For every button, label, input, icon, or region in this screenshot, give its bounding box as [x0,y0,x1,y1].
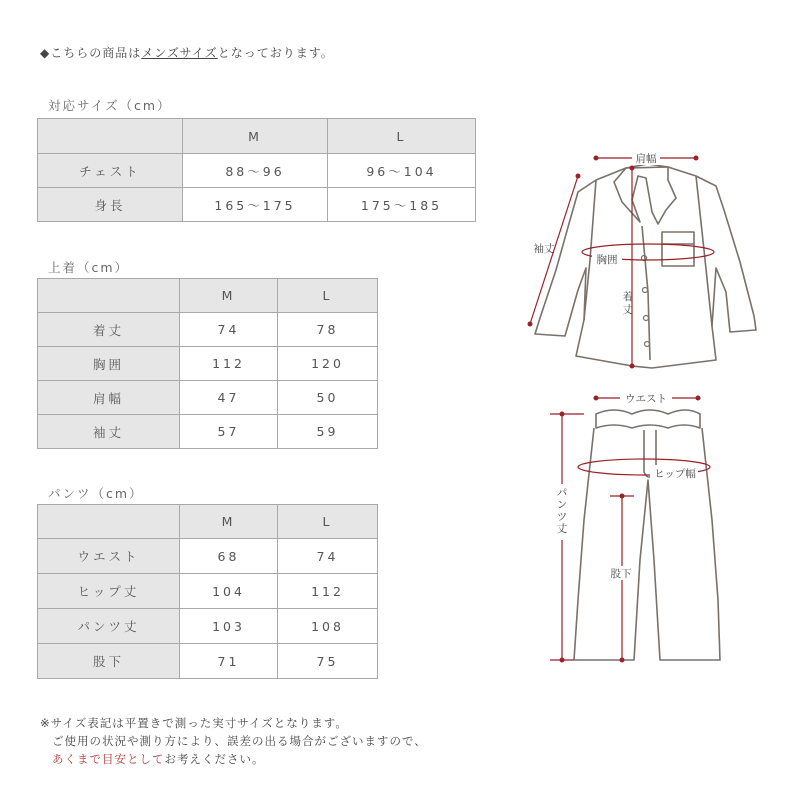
note-line-2: ご使用の状況や測り方により、誤差の出る場合がございますので、 [52,734,427,748]
row-label: パンツ丈 [38,609,180,644]
jacket-outline [535,164,756,368]
cell-m: 165〜175 [183,188,328,222]
header-cell-m: M [180,505,278,539]
pants-waistband [596,410,700,428]
jacket-sleeve-seam-right [696,176,712,326]
cell-m: 88〜96 [183,154,328,188]
cell-l: 96〜104 [328,154,476,188]
hip-label: ヒップ幅 [654,468,696,480]
cell-l: 108 [278,609,378,644]
row-label: 胸囲 [38,347,180,381]
cell-l: 75 [278,644,378,679]
cell-l: 175〜185 [328,188,476,222]
pants-length-label-char: パ [556,487,568,499]
pants-outline [574,410,720,660]
header-cell-l: L [328,119,476,154]
cell-l: 50 [278,381,378,415]
cell-m: 103 [180,609,278,644]
top-table-title: 上着（cm） [48,260,130,275]
cell-l: 78 [278,313,378,347]
pants-length-label-char: ン [556,499,568,511]
intro-suffix: となっております。 [217,46,334,60]
intro-prefix: ◆こちらの商品は [40,46,142,60]
length-label-char: 着 [622,291,634,303]
pants-table-title: パンツ（cm） [48,486,144,501]
chest-label: 胸囲 [596,254,618,266]
row-label: 肩幅 [38,381,180,415]
cell-m: 74 [180,313,278,347]
cell-l: 59 [278,415,378,449]
note-line-3-rest: お考えください。 [164,752,265,766]
button-icon [644,316,649,321]
pants-length-label-char: 丈 [556,523,568,535]
jacket-pocket [662,232,694,266]
length-label-char: 丈 [622,304,634,316]
row-label: 着丈 [38,313,180,347]
row-label: ヒップ丈 [38,574,180,609]
header-cell-l: L [278,279,378,313]
row-label: 股下 [38,644,180,679]
header-cell-l: L [278,505,378,539]
row-label: ウエスト [38,539,180,574]
waist-label: ウエスト [625,393,667,405]
cell-m: 57 [180,415,278,449]
cell-m: 112 [180,347,278,381]
cell-l: 112 [278,574,378,609]
pants-length-label-char: ツ [556,511,568,523]
fit-table-title: 対応サイズ（cm） [48,98,172,113]
header-cell-m: M [180,279,278,313]
row-label: チェスト [38,154,183,188]
pants-measurements [550,398,710,660]
jacket-collar [614,164,676,224]
note-line-3 [40,750,427,768]
cell-l: 120 [278,347,378,381]
cell-m: 47 [180,381,278,415]
shoulder-label: 肩幅 [635,153,657,165]
intro-mens-size: メンズサイズ [141,46,218,60]
row-label: 袖丈 [38,415,180,449]
header-cell-m: M [183,119,328,154]
note-line-1: ※サイズ表記は平置きで測った実寸サイズとなります。 [40,716,348,730]
row-label: 身長 [38,188,183,222]
cell-l: 74 [278,539,378,574]
jacket-sleeve-seam-left [584,180,596,320]
cell-m: 104 [180,574,278,609]
cell-m: 68 [180,539,278,574]
cell-m: 71 [180,644,278,679]
button-icon [643,288,648,293]
inseam-label: 股下 [610,568,632,580]
jacket-placket [642,226,650,360]
sleeve-label: 袖丈 [533,243,555,255]
size-notes [40,714,427,768]
note-emphasis: あくまで目安として [52,752,165,766]
pants-length-label [557,487,568,535]
